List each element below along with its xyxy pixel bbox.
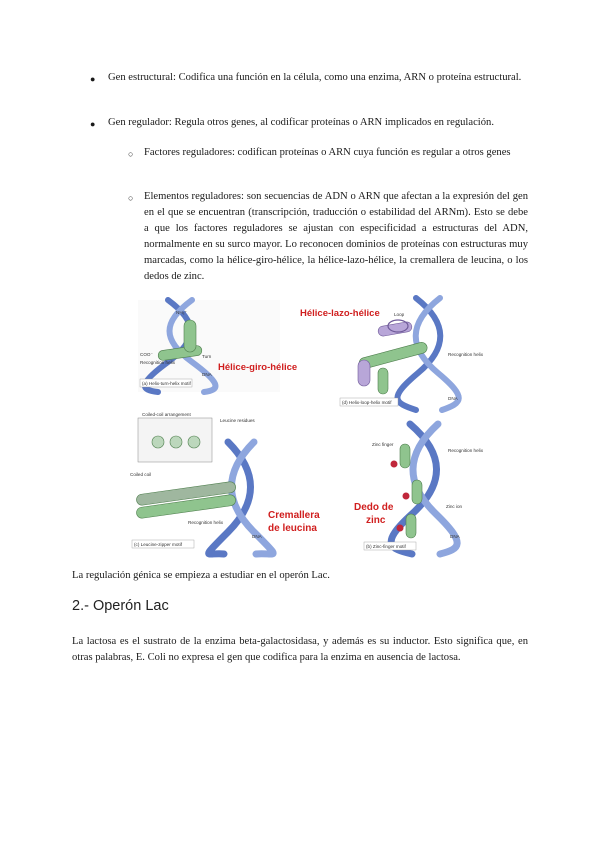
label-leucine-residues: Leucine residues (220, 418, 255, 423)
leucine-residue (152, 436, 164, 448)
bullet-regulator-gene: Gen regulador: Regula otros genes, al codificar proteínas o ARN implicados en regulación. (108, 117, 494, 128)
zinc-finger-cylinder (412, 480, 422, 504)
label-nh3: NH₃⁺ (176, 310, 187, 315)
label-dna: DNA (448, 396, 458, 401)
label-recognition-helix: Recognition helix (140, 360, 175, 365)
title-helice-lazo-helice: Hélice-lazo-hélice (300, 308, 380, 319)
label-dna: DNA (252, 534, 262, 539)
helix-cylinder (358, 360, 370, 386)
label-recognition-helix: Recognition helix (448, 448, 483, 453)
bullet-marker: ● (90, 74, 96, 84)
figure-leucine-zipper (128, 412, 326, 554)
title-helice-giro-helice: Hélice-giro-hélice (218, 362, 298, 373)
leucine-residue (188, 436, 200, 448)
label-turn: Turn (202, 354, 212, 359)
label-zinc-ion: Zinc ion (446, 504, 463, 509)
helix-cylinder (378, 368, 388, 394)
label-dna: DNA (202, 372, 212, 377)
title-dedo-de: Dedo de (354, 502, 394, 513)
zinc-finger-cylinder (400, 444, 410, 468)
bullet-structural-gene: Gen estructural: Codifica una función en la célula, como una enzima, ARN o proteína estructural. (108, 72, 522, 83)
figure-zinc-finger (350, 424, 483, 554)
leucine-residue (170, 436, 182, 448)
section-heading-operon-lac: 2.- Operón Lac (72, 598, 169, 614)
label-loop: Loop (394, 312, 405, 317)
label-coiled-coil: Coiled coil (130, 472, 152, 477)
figure-helix-loop-helix (298, 298, 483, 410)
zinc-ion (403, 493, 410, 500)
figure-helix-turn-helix (138, 300, 298, 392)
title-cremallera: Cremallera (268, 510, 320, 521)
zinc-ion (397, 525, 404, 532)
caption-zf: (b) Zinc-finger motif (366, 544, 406, 549)
label-dna: DNA (450, 534, 460, 539)
label-cooh: COO⁻ (140, 352, 153, 357)
subbullet-marker: ○ (128, 149, 134, 159)
subbullet-marker: ○ (128, 193, 134, 203)
title-zinc: zinc (366, 515, 386, 526)
subbullet-regulatory-factors: Factores reguladores: codifican proteínas o ARN cuya función es regular a otros genes (144, 147, 511, 158)
zinc-ion (391, 461, 398, 468)
caption-hth: (a) Helix-turn-helix motif (142, 381, 191, 386)
paragraph-lactose: La lactosa es el sustrato de la enzima beta-galactosidasa, y además es su inductor. Esto significa que, en otras palabras, E. Coli no expresa el gen que codifica para la enzima en ausencia de lactosa. (72, 636, 528, 663)
bullet-marker: ● (90, 119, 96, 129)
caption-lz: (c) Leucine-zipper motif (134, 542, 182, 547)
label-zinc-finger: Zinc finger (372, 442, 394, 447)
label-recognition-helix: Recognition helix (188, 520, 223, 525)
subbullet-regulatory-elements: Elementos reguladores: son secuencias de ADN o ARN que afectan a la expresión del gen en el que se encuentran (transcripción, traducción o estabilidad del ARNm). Esto se debe a que los factores reguladores se ajustan con especificidad a estructuras del ADN, normalmente en su surco mayor. Lo reconocen dominios de proteínas con estructuras muy marcadas, como la hélice-giro-hélice, la hélice-lazo-hélice, la cremallera de leucina, o los dedos de zinc. (144, 191, 528, 282)
label-coiled-arrangement: Coiled-coil arrangement (142, 412, 191, 417)
caption-hlh: (d) Helix-loop-helix motif (342, 400, 392, 405)
label-recognition-helix: Recognition helix (448, 352, 483, 357)
paragraph-operon-intro: La regulación génica se empieza a estudiar en el operón Lac. (72, 570, 330, 581)
title-de-leucina: de leucina (268, 523, 317, 534)
zinc-finger-cylinder (406, 514, 416, 538)
helix-cylinder (184, 320, 196, 352)
